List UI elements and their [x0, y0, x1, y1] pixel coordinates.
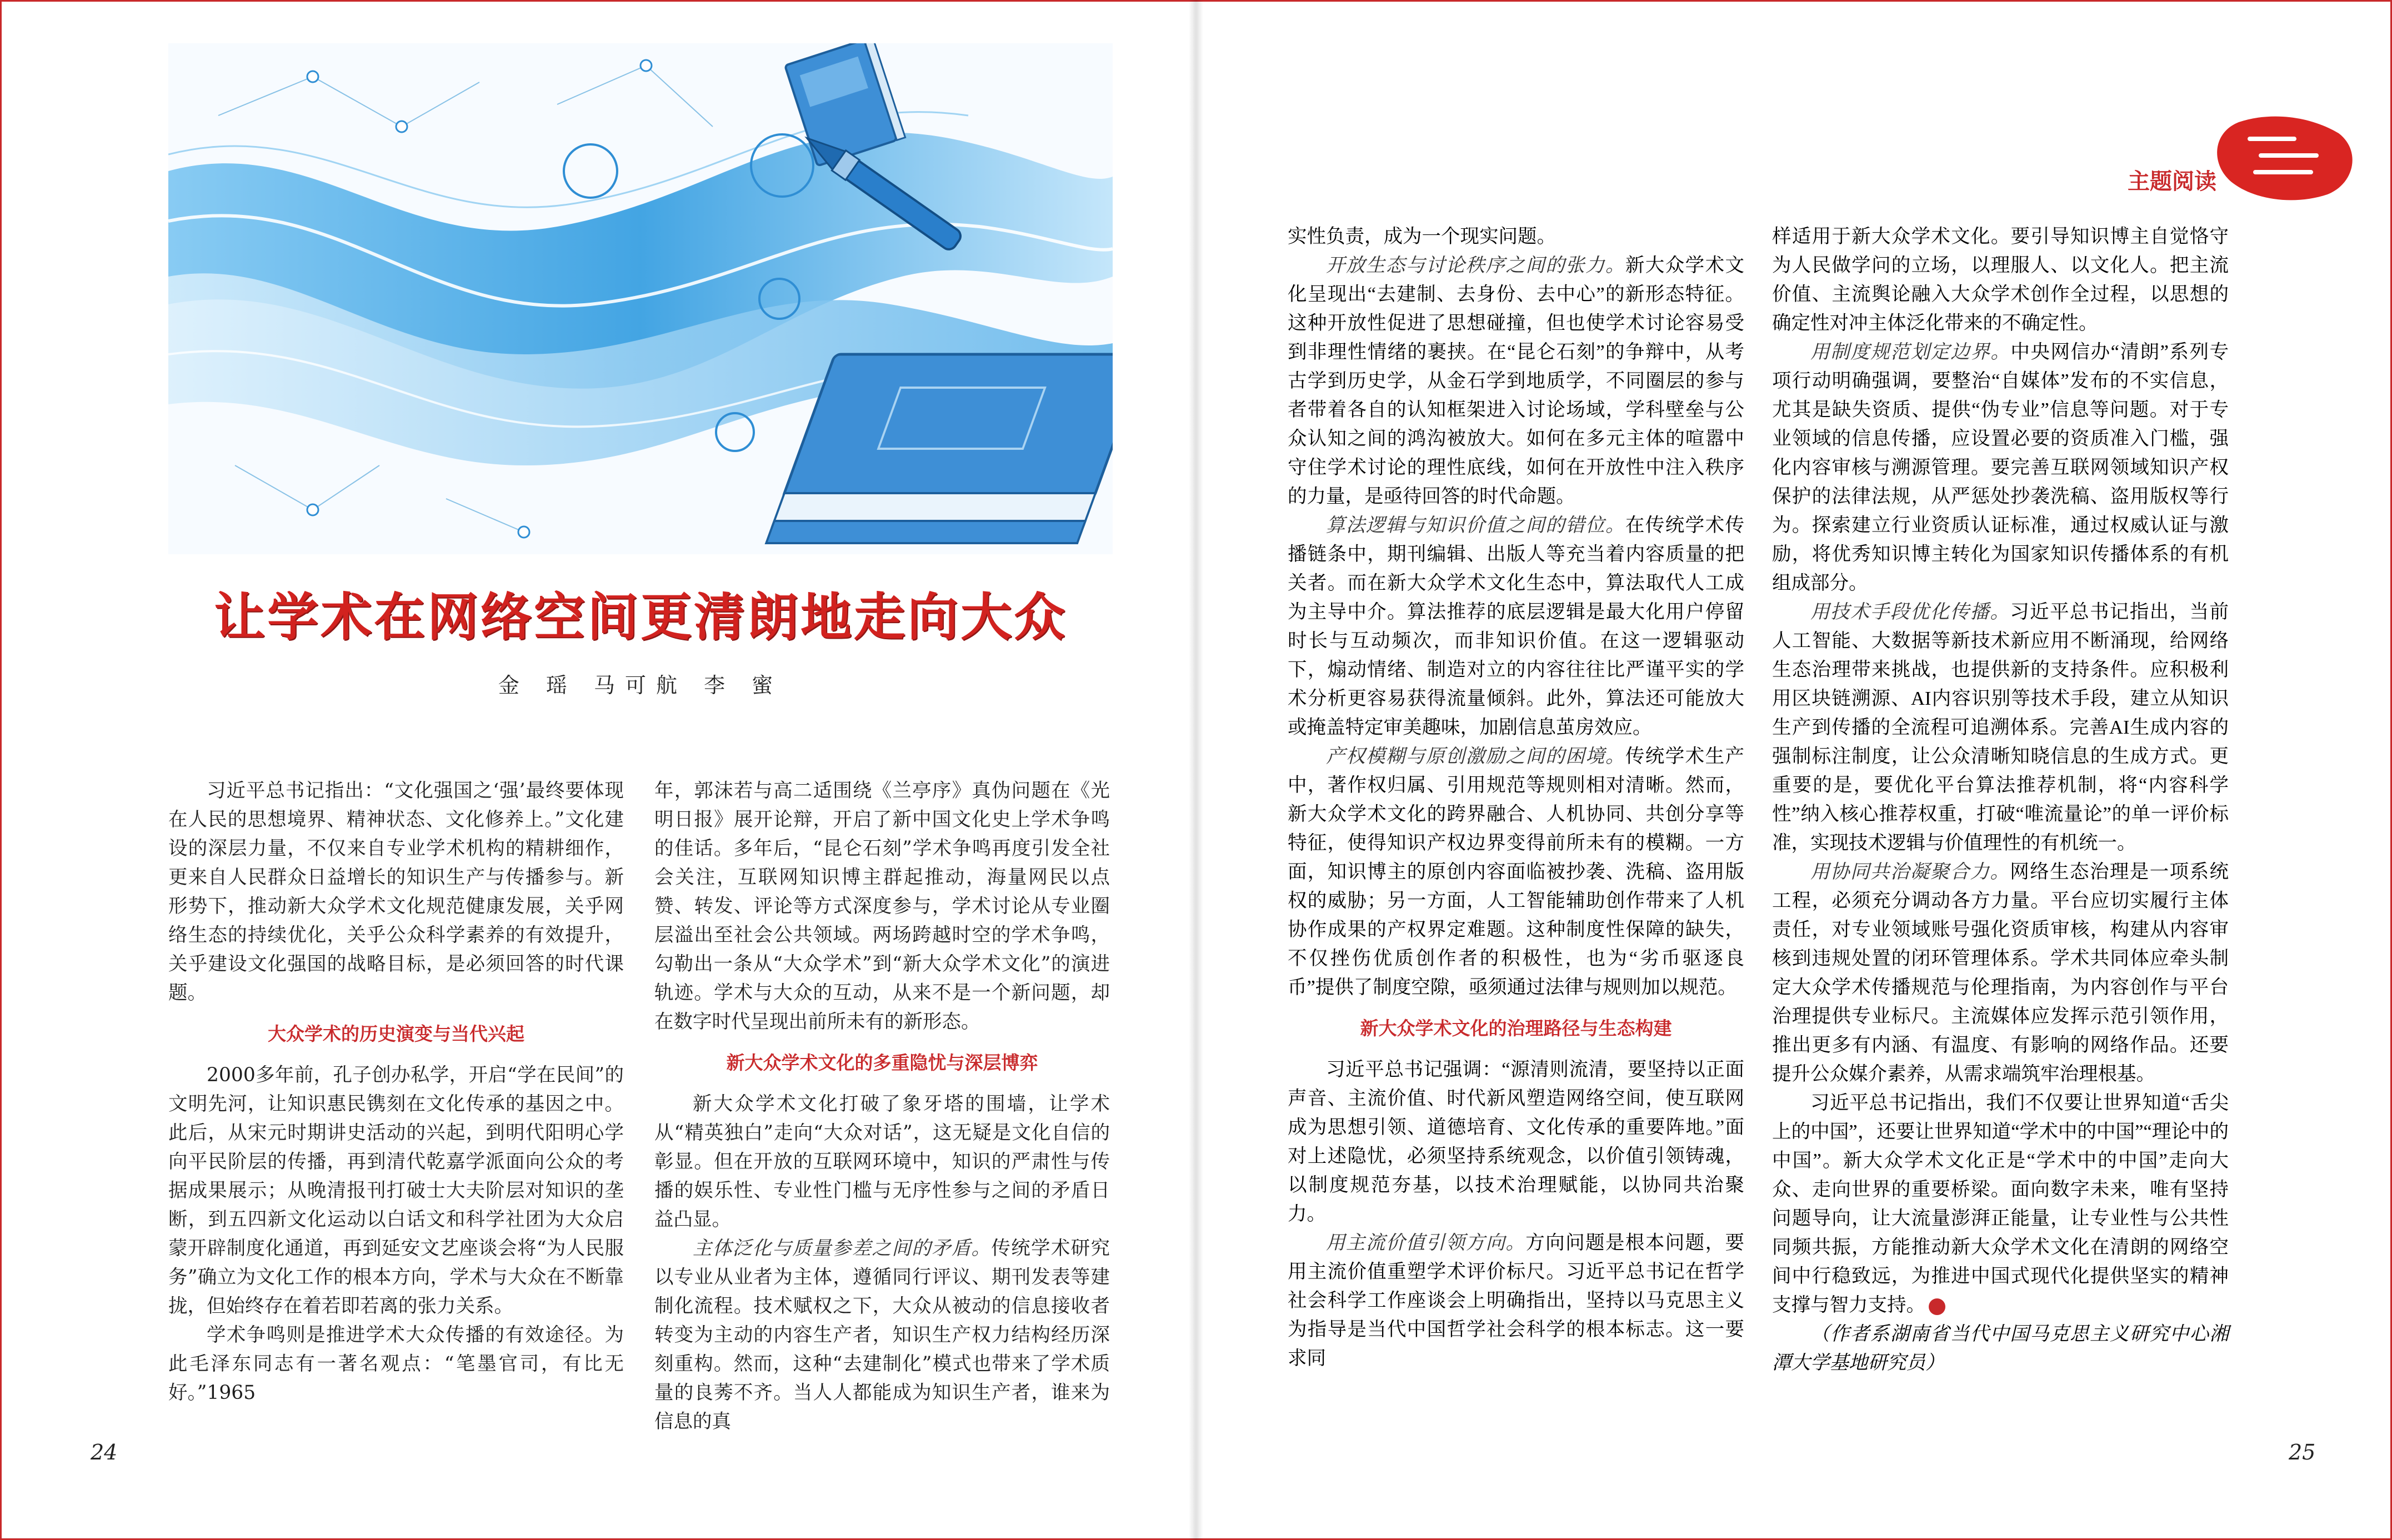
column-3 [1288, 222, 1744, 1373]
section-heading: 大众学术的历史演变与当代兴起 [268, 1023, 524, 1045]
column-4 [1772, 222, 2229, 1377]
paragraph [1288, 251, 1744, 511]
paragraph: 实性负责，成为一个现实问题。 [1288, 226, 1556, 247]
paragraph-body: 传统学术研究以专业从业者为主体，遵循同行评议、期刊发表等建制化流程。技术赋权之下，大众从被动的信息接收者转变为主动的内容生产者，知识生产权力结构经历深刻重构。然而，这种“去建制化”模式也带来了学术质量的良莠不齐。当人人都能成为知识生产者，谁来为信息的真 [654, 1237, 1110, 1433]
paragraph [1772, 598, 2229, 857]
end-mark-icon [1929, 1298, 1945, 1315]
paragraph-lead: 产权模糊与原创激励之间的困境。 [1326, 746, 1625, 767]
article-authors: 金 瑶 马可航 李 蜜 [498, 673, 783, 698]
paragraph-lead: 用协同共治凝聚合力。 [1810, 861, 2010, 882]
paragraph-body: 习近平总书记指出，当前人工智能、大数据等新技术新应用不断涌现，给网络生态治理带来挑战，也提供新的支持条件。应积极利用区块链溯源、AI内容识别等技术手段，建立从知识生产到传播的全流程可追溯体系。完善AI生成内容的强制标注制度，让公众清晰知晓信息的生成方式。更重要的是，要优化平台算法推荐机制，将“内容科学性”纳入核心推荐权重，打破“唯流量论”的单一评价标准，实现技术逻辑与价值理性的有机统一。 [1772, 601, 2229, 854]
page-number: 24 [91, 1440, 118, 1464]
paragraph: 习近平总书记强调：“源清则流清，要坚持以正面声音、主流价值、时代新风塑造网络空间，使互联网成为思想引领、道德培育、文化传承的重要阵地。”面对上述隐忧，必须坚持系统观念，以价值引领铸魂，以制度规范夯基，以技术治理赋能，以协同共治聚力。 [1288, 1059, 1744, 1225]
wave-illustration-svg [168, 43, 1113, 554]
page-gutter [1189, 0, 1203, 1540]
paragraph: 样适用于新大众学术文化。要引导知识博主自觉恪守为人民做学问的立场，以理服人、以文化人。把主流价值、主流舆论融入大众学术创作全过程，以思想的确定性对冲主体泛化带来的不确定性。 [1772, 226, 2229, 334]
column-tag [2128, 111, 2361, 205]
paragraph-lead: 用制度规范划定边界。 [1810, 342, 2011, 363]
paragraph-lead: 用技术手段优化传播。 [1810, 601, 2010, 623]
paragraph: 学术争鸣则是推进学术大众传播的有效途径。为此毛泽东同志有一著名观点：“笔墨官司，有比无好。”1965 [168, 1324, 624, 1404]
paragraph-body: 传统学术生产中，著作权归属、引用规范等规则相对清晰。然而，新大众学术文化的跨界融合、人机协同、共创分享等特征，使得知识产权边界变得前所未有的模糊。一方面，知识博主的原创内容面临被抄袭、洗稿、盗用版权的威胁；另一方面，人工智能辅助创作带来了人机协作成果的产权界定难题。这种制度性保障的缺失，不仅挫伤优质创作者的积极性，也为“劣币驱逐良币”提供了制度空隙，亟须通过法律与规则加以规范。 [1288, 746, 1744, 998]
paragraph [1772, 857, 2229, 1088]
section-heading: 新大众学术文化的治理路径与生态构建 [1360, 1017, 1672, 1039]
paragraph [1772, 1088, 2229, 1320]
column-tag-label: 主题阅读 [2128, 169, 2216, 194]
author-affiliation: （作者系湖南省当代中国马克思主义研究中心湘潭大学基地研究员） [1772, 1323, 2229, 1373]
paragraph-body: 中央网信办“清朗”系列专项行动明确强调，要整治“自媒体”发布的不实信息，尤其是缺失资质、提供“伪专业”信息等问题。对于专业领域的信息传播，应设置必要的资质准入门槛，强化内容审核与溯源管理。要完善互联网领域知识产权保护的法律法规，从严惩处抄袭洗稿、盗用版权等行为。探索建立行业资质认证标准，通过权威认证与激励，将优秀知识博主转化为国家知识传播体系的有机组成部分。 [1772, 342, 2229, 594]
column-1 [168, 776, 624, 1407]
paragraph-body: 新大众学术文化呈现出“去建制、去身份、去中心”的新形态特征。这种开放性促进了思想碰撞，但也使学术讨论容易受到非理性情绪的裹挟。在“昆仑石刻”的争辩中，从考古学到历史学，从金石学到地质学，不同圈层的参与者带着各自的认知框架进入讨论场域，学科壁垒与公众认知之间的鸿沟被放大。如何在多元主体的喧嚣中守住学术讨论的理性底线，如何在开放性中注入秩序的力量，是亟待回答的时代命题。 [1288, 255, 1744, 507]
paragraph [654, 1234, 1110, 1436]
paragraph-lead: 开放生态与讨论秩序之间的张力。 [1326, 255, 1625, 276]
paragraph-body: 在传统学术传播链条中，期刊编辑、出版人等充当着内容质量的把关者。而在新大众学术文化生态中，算法取代人工成为主导中介。算法推荐的底层逻辑是最大化用户停留时长与互动频次，而非知识价值。在这一逻辑驱动下，煽动情绪、制造对立的内容往往比严谨平实的学术分析更容易获得流量倾斜。此外，算法还可能放大或掩盖特定审美趣味，加剧信息茧房效应。 [1288, 515, 1744, 738]
header-illustration [168, 43, 1113, 554]
paragraph: 年，郭沫若与高二适围绕《兰亭序》真伪问题在《光明日报》展开论辩，开启了新中国文化史上学术争鸣的佳话。多年后，“昆仑石刻”学术争鸣再度引发全社会关注，互联网知识博主群起推动，海量网民以点赞、转发、评论等方式深度参与，学术讨论从专业圈层溢出至社会公共领域。两场跨越时空的学术争鸣，勾勒出一条从“大众学术”到“新大众学术文化”的演进轨迹。学术与大众的互动，从来不是一个新问题，却在数字时代呈现出前所未有的新形态。 [654, 780, 1110, 1033]
paragraph: 2000多年前，孔子创办私学，开启“学在民间”的文明先河，让知识惠民镌刻在文化传承的基因之中。此后，从宋元时期讲史活动的兴起，到明代阳明心学向平民阶层的传播，再到清代乾嘉学派面向公众的考据成果展示；从晚清报刊打破士大夫阶层对知识的垄断，到五四新文化运动以白话文和科学社团为大众启蒙开辟制度化通道，再到延安文艺座谈会将“为人民服务”确立为文化工作的根本方向，学术与大众在不断靠拢，但始终存在着若即若离的张力关系。 [168, 1064, 624, 1317]
page-number: 25 [2289, 1440, 2316, 1464]
paragraph [1288, 1228, 1744, 1373]
paragraph-body: 习近平总书记指出，我们不仅要让世界知道“舌尖上的中国”，还要让世界知道“学术中的中国”“理论中的中国”。新大众学术文化正是“学术中的中国”走向大众、走向世界的重要桥梁。面向数字未来，唯有坚持问题导向，让大流量澎湃正能量，让专业性与公共性同频共振，方能推动新大众学术文化在清朗的网络空间中行稳致远，为推进中国式现代化提供坚实的精神支撑与智力支持。 [1772, 1092, 2229, 1316]
paragraph-body: 方向问题是根本问题，要用主流价值重塑学术评价标尺。习近平总书记在哲学社会科学工作座谈会上明确指出，坚持以马克思主义为指导是当代中国哲学社会科学的根本标志。这一要求同 [1288, 1232, 1744, 1369]
paragraph: 习近平总书记指出：“文化强国之‘强’最终要体现在人民的思想境界、精神状态、文化修养上。”文化建设的深层力量，不仅来自专业学术机构的精耕细作，更来自人民群众日益增长的知识生产与传播参与。新形势下，推动新大众学术文化规范健康发展，关乎网络生态的持续优化，关乎公众科学素养的有效提升，关乎建设文化强国的战略目标，是必须回答的时代课题。 [168, 780, 624, 1004]
paragraph-lead: 用主流价值引领方向。 [1326, 1232, 1526, 1253]
paragraph-body: 网络生态治理是一项系统工程，必须充分调动各方力量。平台应切实履行主体责任，对专业领域账号强化资质审核，构建从内容审核到违规处置的闭环管理体系。学术共同体应牵头制定大众学术传播规范与伦理指南，为内容创作与平台治理提供专业标尺。主流媒体应发挥示范引领作用，推出更多有内涵、有温度、有影响的网络作品。还要提升公众媒介素养，从需求端筑牢治理根基。 [1772, 861, 2229, 1085]
paragraph-lead: 算法逻辑与知识价值之间的错位。 [1326, 515, 1625, 536]
paragraph: 新大众学术文化打破了象牙塔的围墙，让学术从“精英独白”走向“大众对话”，这无疑是文化自信的彰显。但在开放的互联网环境中，知识的严肃性与传播的娱乐性、专业性门槛与无序性参与之间的矛盾日益凸显。 [654, 1093, 1110, 1231]
paragraph [1288, 511, 1744, 742]
article-title: 让学术在网络空间更清朗地走向大众 [213, 588, 1067, 647]
paragraph [1772, 338, 2229, 598]
paragraph-lead: 主体泛化与质量参差之间的矛盾。 [693, 1237, 992, 1260]
column-2 [654, 776, 1110, 1436]
section-heading: 新大众学术文化的多重隐忧与深层博弈 [726, 1052, 1038, 1074]
paragraph [1288, 742, 1744, 1002]
